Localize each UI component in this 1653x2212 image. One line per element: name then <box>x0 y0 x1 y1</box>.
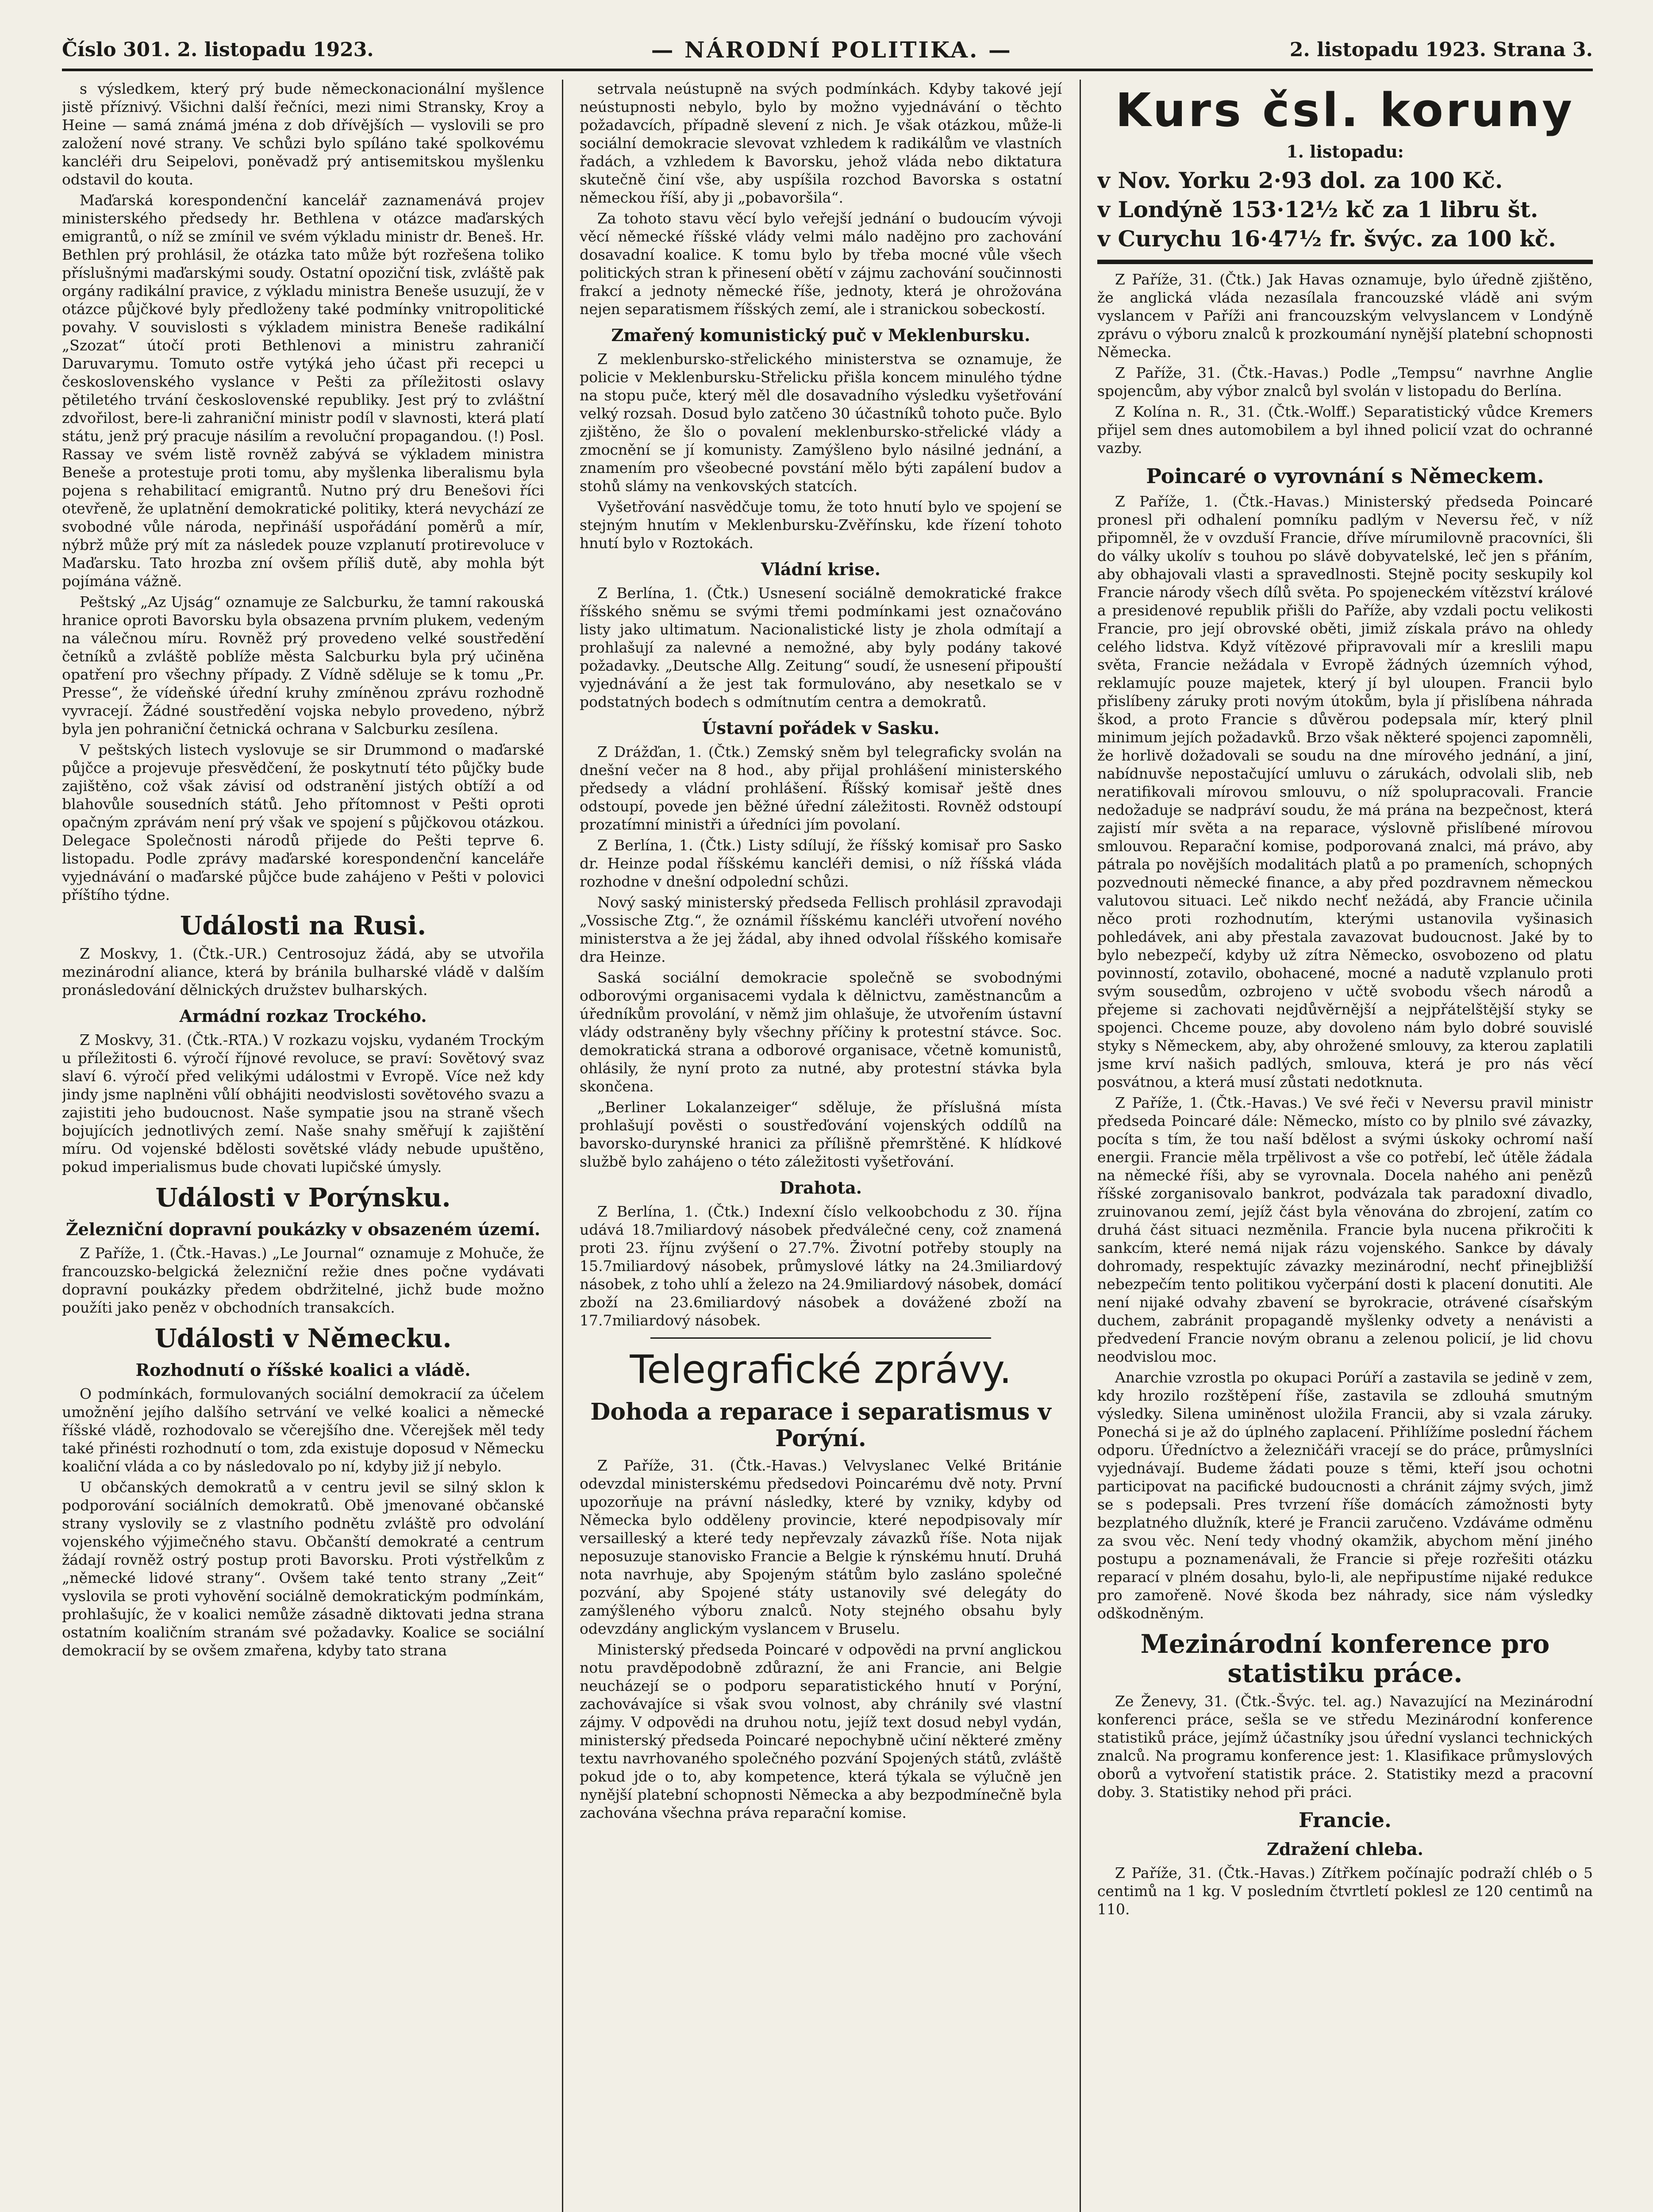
section-heading-francie: Francie. <box>1298 1808 1392 1832</box>
divider <box>1097 260 1593 264</box>
article-paragraph: Anarchie vzrostla po okupaci Porúří a zastavila se jedině v zem, kdy hrozilo rozštěpení říše, zastavila se zdlouhá smutným výsledky. Silena uminěnost uložila Francii, aby si vzala záruky. Ponechá si je až do úplného zaplacení. Přihlížíme poslední řáchem odporu. Úředníctvo a železničáři vracejí se do práce, průmyslníci vyjednávají. Budeme žádati pouze s těmi, kteří jsou ochotni participovat na pacifické budoucnosti a chránit zájmy svých, jimž se s podepsali. Pres tvrzení říše domácích zámožnosti byty bezplatného dlužník, které je Francii zaručeno. Vzdáváme odměnu za svou věc. Není tedy vhodný okamžik, abychom mění jiného postupu a poznamenávali, že Francie si přeje rozřešiti otázku reparací v plném dosahu, bylo-li, ale nepřipustíme nijaké redukce pro zamořeně. Nové škoda bez náhrady, sice nám výsledky odškodněným. <box>1097 1369 1593 1622</box>
section-heading-rusi: Události na Rusi. <box>180 910 427 941</box>
section-heading-telegraf: Telegrafické zprávy. <box>630 1347 1012 1392</box>
article-paragraph: U občanských demokratů a v centru jevil se silný sklon k podporování sociálních demokratů. Obě jmenované občanské strany vyslovily se z vlastního podnětu zvláště pro odvolání vojenského výjimečného stavu. Občanští demokraté a centrum žádají rovněž ostrý postup proti Bavorsku. Proti výstřelkům z „německé lidové strany“. Ovšem také tento strany „Zeit“ vyslovila se proti vyhovění sociálně demokratickým podmínkám, prohlašujíc, že v koalici nemůže zásadně diktovati jedna strana ostatním koaličním stranám své požadavky. Koalice se sociální demokracií by se ovšem zmařena, kdyby tato strana <box>62 1479 544 1659</box>
issue-info: Číslo 301. 2. listopadu 1923. <box>62 38 374 61</box>
newspaper-page <box>62 31 1593 2212</box>
article-paragraph: Z Paříže, 1. (Čtk.-Havas.) Ve své řeči v Neversu pravil ministr předseda Poincaré dále: Německo, místo co by plnilo své závazky, pocíta s tím, že tou naší bdělost a svými úskoky ochromí naší energii. Francie měla trpělivost a vše co potřebí, leč útěle žádala na německé říši, aby se vyrovnala. Docela nahého ani penězů říšské zorganisovalo bankrot, podvázala tak paradoxní divadlo, zruinovanou zemí, jejíž část byla věnována do zbrojení, zatím co druhá část situaci nezměnila. Francie byla nucena přikročiti k sankcím, které nemá nijak rázu vojenského. Sankce by dávaly dohromady, respektujíc závazky mezinárodní, nechť přinejbližší nebezpečím tento politikou vyčerpání dosti k placení donutiti. Ale není nijaké odvahy zbavení se byrokracie, otrávené císařským duchem, zabránit propagandě myšlenky odvety a nenávisti a předvedení Francie novým obranu a zelenou policií, je lid chovu neodvislou moc. <box>1097 1094 1593 1365</box>
divider <box>650 1337 991 1339</box>
exchange-rate-london: v Londýně 153·12½ kč za 1 libru št. <box>1097 196 1538 223</box>
exchange-rate-zurich: v Curychu 16·47½ fr. švýc. za 100 kč. <box>1097 226 1556 252</box>
article-paragraph: Ministerský předseda Poincaré v odpovědi na první anglickou notu pravděpodobně zdůrazní, že ani Francie, ani Belgie neucházejí se o podporu separatistického hnutí v Porýní, zachovávajíce si však svou volnost, aby chránily své vlastní zájmy. V odpovědi na druhou notu, jejíž text dosud nebyl vydán, ministerský předseda Poincaré nepochybně učiní některé změny textu navrhovaného společného pozvání Spojených států, zvláště pokud jde o to, aby kompetence, která týkala se výlučně jen nynější platební schopnosti Německa a aby bezpodmínečně byla zachována všechna práva reparační komise. <box>580 1641 1062 1821</box>
article-paragraph: Ze Ženevy, 31. (Čtk.-Švýc. tel. ag.) Navazující na Mezinárodní konferenci práce, sešla se ve středu Mezinárodní konference statistiků práce, jejímž účastníky jsou úřední vyslanci technických znalců. Na programu konference jest: 1. Klasifikace průmyslových oborů a vytvoření statistik práce. 2. Statistiky mezd a pracovní doby. 3. Statistiky nehod při práci. <box>1097 1693 1593 1801</box>
column-rule-1 <box>562 80 563 2212</box>
exchange-rate-new-york: v Nov. Yorku 2·93 dol. za 100 Kč. <box>1097 167 1503 193</box>
article-paragraph: Z Berlína, 1. (Čtk.) Listy sdílují, že říšský komisař pro Sasko dr. Heinze podal říšskému kancléři demisi, o níž říšská vláda rozhodne v dnešní odpolední schůzi. <box>580 837 1062 890</box>
article-paragraph: Z Moskvy, 1. (Čtk.-UR.) Centrosojuz žádá, aby se utvořila mezinárodní aliance, která by bránila bulharské vládě v dalším pronásledování dělnických družstev bulharských. <box>62 945 544 998</box>
article-paragraph: V peštských listech vyslovuje se sir Drummond o maďarské půjčce a projevuje přesvědčení, že poskytnutí této půjčky bude zajištěno, což však závisí od odstranění jistých obtíží a od blahovůle sousedních států. Jeho přítomnost v Pešti oproti opačným zprávám není prý však ve spojení s půjčkovou otázkou. Delegace Společnosti národů přijede do Pešti teprve 6. listopadu. Podle zprávy maďarské korespondenční kanceláře vyjednávání o maďarské půjčce bude zahájeno v Pešti v polovici příštího týdne. <box>62 741 544 903</box>
column-rule-2 <box>1080 80 1081 2212</box>
exchange-rate-date: 1. listopadu: <box>1286 142 1404 161</box>
column-2 <box>580 80 1062 2212</box>
article-paragraph: Z Drážďan, 1. (Čtk.) Zemský sněm byl telegraficky svolán na dnešní večer na 8 hod., aby přijal prohlášení ministerského předsedy a vládní prohlášení. Říšský komisař ještě dnes odstoupí, povede jen běžné úřední záležitosti. Rovněž odstoupí prozatímní ministři a úředníci jím povolaní. <box>580 743 1062 833</box>
article-paragraph: Z Moskvy, 31. (Čtk.-RTA.) V rozkazu vojsku, vydaném Trockým u příležitosti 6. výročí říjnové revoluce, se praví: Sovětový svaz slaví 6. výročí před velikými událostmi v Evropě. Více než kdy jindy jsme naplněni vůlí obhájiti neodvislosti sovětového svazu a zajistiti jeho budoucnost. Naše sympatie jsou na straně všech bojujících jednotlivých zemí. Naše snahy směřují k zajištění míru. Od vojenské bdělosti sovětské vlády nebude upuštěno, pokud imperialismus bude chovati lupičské úmysly. <box>62 1031 544 1175</box>
article-paragraph: Saská sociální demokracie společně se svobodnými odborovými organisacemi vydala k dělnictvu, zaměstnancům a úředníkům provolání, v němž jim ohlašuje, že utvořením ústavní vlády odstraněny byly všechny příčiny k protestní stávce. Soc. demokratická strana a odborové organisace, včetně komunistů, ohlásily, že nyní proto za nutné, aby protestní stávka byla skončena. <box>580 969 1062 1095</box>
article-paragraph: s výsledkem, který prý bude německonacionální myšlence jistě příznivý. Všichni další řečníci, mezi nimi Stransky, Kroy a Heine — samá známá jména z dob dřívějších — vyslovili se pro založení nové strany. Ve schůzi bylo spíláno také spolkovému kancléři dru Seipelovi, poněvadž prý antisemitskou myšlenku odstavil do kouta. <box>62 80 544 188</box>
article-heading-puc: Zmařený komunistický puč v Meklenbursku. <box>611 325 1030 345</box>
article-paragraph: Z Berlína, 1. (Čtk.) Usnesení sociálně demokratické frakce říšského sněmu se svými třemi podmínkami jest označováno listy jako ultimatum. Nacionalistické listy je zhola odmítají a prohlašují za nalevné a nemožné, aby byly podány takové požadavky. „Deutsche Allg. Zeitung“ soudí, že usnesení připouští vyjednávání a že jest tak formulováno, aby nesetkalo se v podstatných bodech s odmítnutím centra a demokratů. <box>580 584 1062 710</box>
article-heading-poincare: Poincaré o vyrovnání s Německem. <box>1146 464 1544 488</box>
article-paragraph: Za tohoto stavu věcí bylo veřejší jednání o budoucím vývoji věcí německé říšské vlády velmi málo nadějno pro zachování dosavadní koalice. K tomu bylo by třeba mocné vůle všech politických stran k přinesení obětí v zájmu zachování součinnosti frakcí a jednoty německé říše, jednoty, která je ohrožována nejen separatismem říšských zemí, ale i stranickou sobeckostí. <box>580 210 1062 318</box>
section-heading-nemecku: Události v Německu. <box>154 1323 452 1353</box>
exchange-rate-title: Kurs čsl. koruny <box>1115 83 1575 137</box>
article-paragraph: Vyšetřování nasvědčuje tomu, že toto hnutí bylo ve spojení se stejným hnutím v Meklenbursku-Zvěřínsku, kde řízení tohoto hnutí bylo v Roztokách. <box>580 498 1062 552</box>
article-paragraph: Z Paříže, 31. (Čtk.-Havas.) Velvyslanec Velké Británie odevzdal ministerskému předsedovi Poincarému dvě noty. První upozorňuje na právní následky, které by vzniky, kdyby od Německa bylo odděleny provincie, které nepodpisovaly mír versailleský a které tedy nepřevzaly závazků říše. Nota nijak neposuzuje stanovisko Francie a Belgie k rýnskému hnutí. Druhá nota navrhuje, aby Spojeným státům bylo zasláno společné pozvání, aby Spojené státy ustanovily své delegáty do zamýšleného výboru znalců. Noty stejného obsahu byly odevzdány anglickým vyslancem v Bruselu. <box>580 1457 1062 1637</box>
article-heading-drahota: Drahota. <box>780 1178 862 1198</box>
section-heading-porynsku: Události v Porýnsku. <box>155 1183 451 1213</box>
article-heading-zeleznicni: Železniční dopravní poukázky v obsazeném území. <box>65 1219 541 1239</box>
article-paragraph: Peštský „Az Ujság“ oznamuje ze Salcburku, že tamní rakouská hranice oproti Bavorsku byla obsazena prvním plukem, vedeným na válečnou míru. Rovněž prý provedeno velké soustředění četníků a zvláště poblíže města Salcburku byla prý učiněna opatření pro všechny případy. Z Vídně sděluje se k tomu „Pr. Presse“, že vídeňské úřední kruhy zmíněnou zprávu rozhodně vyvracejí. Žádné soustředění vojska nebylo provedeno, nýbrž byla jen pohraniční četnická ochrana v Salcburku zesílena. <box>62 593 544 737</box>
article-paragraph: Maďarská korespondenční kancelář zaznamenává projev ministerského předsedy hr. Bethlena v otázce maďarských emigrantů, o níž se zmínil ve svém výkladu ministr dr. Beneš. Hr. Bethlen prý prohlásil, že otázka tato může být rozřešena toliko příslušnými maďarskými soudy. Ostatní opoziční tisk, zvláště pak orgány radikální pravice, z výkladu ministra Beneše usuzují, že v otázce půjčkové byly předloženy také podmínky vnitropolitické povahy. V souvislosti s výkladem ministra Beneše radikální „Szozat“ útočí proti Bethlenovi a ministru zahraničí Daruvarymu. Tomuto ostře vytýká jeho účast při recepci u československého vyslance v Pešti za příležitosti oslavy pětiletého trvání československé republiky. Jest prý to zvláštní zdvořilost, bere-li zahraniční ministr podíl v slavnosti, která platí státu, jenž prý pracuje násilím a revoluční propagandou. (!) Posl. Rassay ve svém listě rovněž zabývá se výkladem ministra Beneše a protestuje proti tomu, aby myšlenka liberalismu byla pojena s rehabilitací emigrantů. Nutno prý dru Benešovi říci otevřeně, že uplatnění demokratické politiky, která nevychází ze svobodné vůle národa, nepřináší uspořádání poměrů a mír, nýbrž může prý mít za následek pouze vzplanutí protirevoluce v Maďarsku. Tato hrozba zní ovšem příliš dutě, aby mohla být pojímána vážně. <box>62 192 544 590</box>
article-paragraph: Z Paříže, 1. (Čtk.-Havas.) „Le Journal“ oznamuje z Mohuče, že francouzsko-belgická železniční režie dnes počne vydávati dopravní poukázky předem obdržitelné, jichž bude možno použíti jako peněz v obchodních transakcích. <box>62 1244 544 1316</box>
article-heading-dohoda: Dohoda a reparace i separatismus v Porýní. <box>590 1398 1051 1452</box>
article-paragraph: Z Kolína n. R., 31. (Čtk.-Wolff.) Separatistický vůdce Kremers přijel sem dnes automobilem a byl ihned policií vzat do ochranné vazby. <box>1097 403 1593 457</box>
article-heading-koalice: Rozhodnutí o říšské koalici a vládě. <box>135 1360 471 1380</box>
article-heading-porad: Ústavní pořádek v Sasku. <box>702 718 940 738</box>
article-paragraph: „Berliner Lokalanzeiger“ sděluje, že příslušná místa prohlašují pověsti o soustřeďování vojenských oddílů na bavorsko-durynské hranici za přílišně přemrštěné. K hlídkové službě bylo zahájeno o této záležitosti vyšetřování. <box>580 1098 1062 1170</box>
article-paragraph: Nový saský ministerský předseda Fellisch prohlásil zpravodaji „Vossische Ztg.“, že oznámil říšskému kancléři utvoření nového ministerstva a že jej žádal, aby ihned odvolal říšského komisaře dra Heinze. <box>580 894 1062 965</box>
column-1 <box>62 80 544 2212</box>
article-paragraph: setrvala neústupně na svých podmínkách. Kdyby takové její neústupnosti nebylo, bylo by možno vyjednávání o těchto požadavcích, případně slevení z nich. Je však otázkou, může-li sociální demokracie slevovat vzhledem k radikálům ve vlastních řadách, a vzhledem k Bavorsku, jehož vláda nebo diktatura skutečně činí vše, aby uspíšila rozchod Bavorska s ostatní německou říší, aby ji „pobavoršila“. <box>580 80 1062 206</box>
article-heading-rozkaz: Armádní rozkaz Trockého. <box>179 1006 427 1026</box>
masthead <box>62 31 1593 71</box>
article-heading-chleb: Zdražení chleba. <box>1267 1839 1423 1859</box>
section-heading-konference: Mezinárodní konference pro statistiku práce. <box>1140 1629 1550 1688</box>
article-paragraph: Z Paříže, 1. (Čtk.-Havas.) Ministerský předseda Poincaré pronesl při odhalení pomníku padlým v Neversu řeč, v níž připomněl, že v ovzduší Francie, dříve mírumilovně pracovníci, šli do války ukolív s touhou po slávě dobyvatelské, leč jen s přáním, aby obhajovali vlasti a spravedlnosti. Stejně pocity seskupily kol Francie národy všech dílů světa. Po spojeneckém vítězství králové a presidenové republik přišli do Paříže, aby vzdali poctu velikosti Francie, pro její obrovské oběti, jimiž získala právo na ohledy celého lidstva. Když vítězové připravovali mír a kreslili mapu světa, Francie nežádala v Evropě žádných územních výhod, reklamujíc pouze majetek, který jí byl uloupen. Francii bylo přislíbeny záruky proti novým útokům, byla jí přislíbena náhrada škod, a proto Francie s důvěrou podepsala mír, který plnil minimum jejích požadavků. Brzo však některé spojenci zapomněli, že horlivě dožadovali se soudu na dne mírového jednání, a jiní, nabídnuvše nepostačující umluvu o zárukách, odvolali slib, neb neratifikovali mírovou smlouvu, o níž spolupracovali. Francie nedožaduje se nadpráví soudu, že má prána na bezpečnost, která zajistí mír světa a na reparace, výslovně přislíbené mírovou smlouvou. Reparační komise, podporovaná znalci, má právo, aby pátrala po novějších modalitách platů a po prameních, schopných pozvednouti německé finance, a aby před pozdravnem německou valutovou situaci. Leč nikdo nechť nežádá, aby Francie učinila něco proti rozhodnutím, kterými ustanovila vyšinasich pohledávek, ani aby přestala zavazovat budoucnost. Jaké by to bylo nebezpečí, kdyby už zítra Německo, osvobozeno od platu povinností, zotavilo, obohacené, mocné a nadutě vzplanulo proti svým sousedům, ozbrojeno v učtě svobodu všech národů a přejeme si zachovati nejdůvěrnější a nejpřátelštější styky se spojenci. Chceme pouze, aby dovoleno nám bylo dobré souvislé styky s Německem, aby, aby ohrožené smlouvy, za kterou zaplatili jsme krví našich padlých, smlouva, která je pro nás věcí posvátnou, a která musí zůstati nedotknuta. <box>1097 493 1593 1091</box>
page-info: 2. listopadu 1923. Strana 3. <box>1289 38 1593 61</box>
article-paragraph: Z Berlína, 1. (Čtk.) Indexní číslo velkoobchodu z 30. října udává 18.7miliardový násobek předválečné ceny, což znamená proti 23. říjnu zvýšení o 27.7%. Životní potřeby stouply na 15.7miliardový násobek, průmyslové látky na 24.3miliardový násobek, z toho uhlí a železo na 24.9miliardový násobek, domácí zboží na 23.6miliardový násobek a dovážené zboží na 17.7miliardový násobek. <box>580 1203 1062 1329</box>
article-paragraph: Z Paříže, 31. (Čtk.-Havas.) Zítřkem počínajíc podraží chléb o 5 centimů na 1 kg. V posledním čtvrtletí poklesl ze 120 centimů na 110. <box>1097 1864 1593 1918</box>
article-paragraph: Z Paříže, 31. (Čtk.) Jak Havas oznamuje, bylo úředně zjištěno, že anglická vláda nezasílala francouzské vládě ani svým vyslancem v Paříži ani francouzským velvyslancem v Londýně zprávu o výboru znalců k prozkoumání nynější platební schopnosti Německa. <box>1097 271 1593 361</box>
article-paragraph: Z Paříže, 31. (Čtk.-Havas.) Podle „Tempsu“ navrhne Anglie spojencům, aby výbor znalců byl svolán v listopadu do Berlína. <box>1097 364 1593 399</box>
column-3 <box>1097 80 1593 2212</box>
article-heading-krise: Vládní krise. <box>761 559 880 579</box>
newspaper-title: — NÁRODNÍ POLITIKA. — <box>651 37 1012 63</box>
article-paragraph: Z meklenbursko-střelického ministerstva se oznamuje, že policie v Meklenbursku-Střelicku přišla koncem minulého týdne na stopu puče, který měl dle dosavadního výsledku vyšetřování velký rozsah. Dosud bylo zatčeno 30 účastníků tohoto puče. Bylo zjištěno, že šlo o povalení meklenbursko-střelické vlády a zmocnění se jí komunisty. Zamýšleno bylo násilné jednání, a znamením pro všeobecné povstání mělo býti zapálení budov a stohů slámy na venkovských statcích. <box>580 350 1062 495</box>
article-paragraph: O podmínkách, formulovaných sociální demokracií za účelem umožnění jejího dalšího setrvání ve velké koalici a německé říšské vládě, rozhodovalo se včerejšího dne. Včerejšek měl tedy také přinésti rozhodnutí o tom, zda existuje doposud v Německu koaliční vláda a co by následovalo po ní, kdyby již jí nebylo. <box>62 1385 544 1475</box>
